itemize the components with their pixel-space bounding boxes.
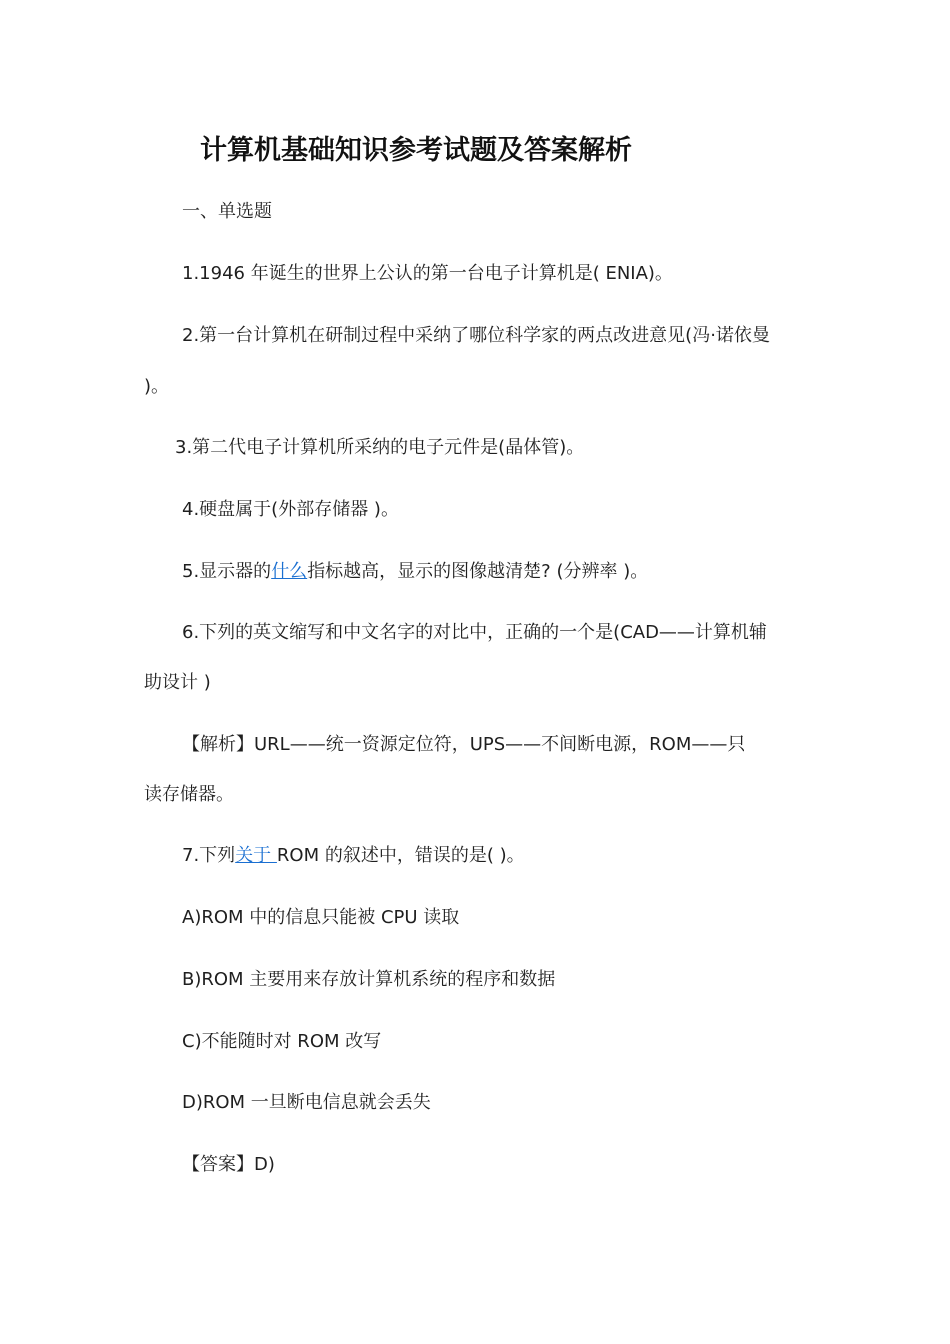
question-6-line-1: 6.下列的英文缩写和中文名字的对比中，正确的一个是(CAD——计算机辅: [182, 622, 767, 643]
question-5-prefix: 5.显示器的: [182, 561, 272, 582]
option-c: C)不能随时对 ROM 改写: [182, 1031, 382, 1052]
question-6-line-2: 助设计 ): [144, 672, 211, 693]
question-5: [182, 560, 648, 584]
question-1: 1.1946 年诞生的世界上公认的第一台电子计算机是( ENIA)。: [182, 263, 673, 284]
question-7-link[interactable]: 关于: [235, 845, 277, 866]
question-3: 3.第二代电子计算机所采纳的电子元件是(晶体管)。: [175, 437, 585, 458]
question-2-line-2: )。: [144, 376, 170, 397]
option-a: A)ROM 中的信息只能被 CPU 读取: [182, 907, 460, 928]
question-5-suffix: 指标越高，显示的图像越清楚? (分辨率 )。: [307, 561, 649, 582]
answer: 【答案】D): [182, 1154, 275, 1175]
question-5-link[interactable]: 什么: [271, 561, 308, 582]
analysis-line-1: 【解析】URL——统一资源定位符，UPS——不间断电源，ROM——只: [182, 734, 746, 755]
question-4: 4.硬盘属于(外部存储器 )。: [182, 499, 399, 520]
option-d: D)ROM 一旦断电信息就会丢失: [182, 1092, 431, 1113]
question-7-suffix: ROM 的叙述中，错误的是( )。: [276, 845, 525, 866]
question-2-line-1: 2.第一台计算机在研制过程中采纳了哪位科学家的两点改进意见(冯·诺依曼: [182, 325, 770, 346]
option-b: B)ROM 主要用来存放计算机系统的程序和数据: [182, 969, 556, 990]
document-title: 计算机基础知识参考试题及答案解析: [200, 135, 632, 166]
question-7-prefix: 7.下列: [182, 845, 236, 866]
analysis-line-2: 读存储器。: [144, 784, 234, 805]
question-7: [182, 844, 525, 868]
section-heading: 一、单选题: [182, 201, 272, 222]
